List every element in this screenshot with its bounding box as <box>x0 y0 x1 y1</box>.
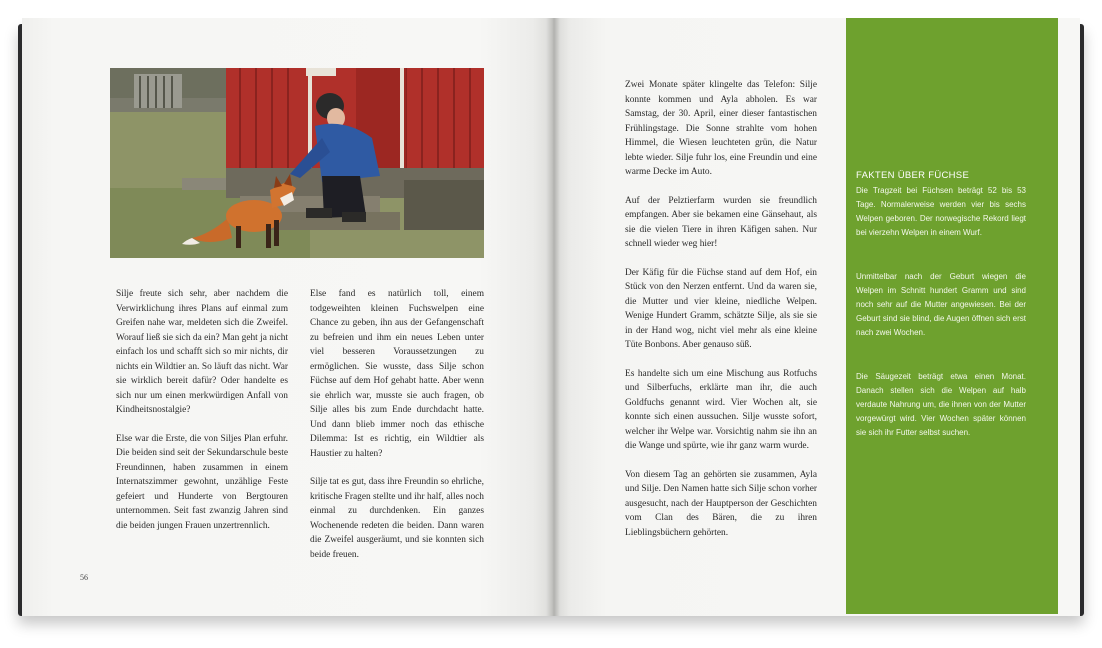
facts-paragraph: Unmittelbar nach der Geburt wiegen die Welpen im Schnitt hundert Gramm und sind noch sehr auf die Mutter angewiesen. Bei der Geburt sind sie blind, die Augen öffnen sich erst nach zwei Wochen. <box>856 272 1026 337</box>
fox-and-woman-photo <box>110 68 484 258</box>
paragraph: Von diesem Tag an gehörten sie zusammen, Ayla und Silje. Den Namen hatte sich Silje schon vorher ausgesucht, nach der Hauptperson der Geschichten vom Clan des Bären, die zu ihren Lieblingsbüchern gehörten. <box>625 469 817 538</box>
book-gutter <box>546 18 560 616</box>
paragraph: Silje freute sich sehr, aber nachdem die Verwirklichung ihres Plans auf einmal zum Greifen nahe war, meldeten sich die Zweifel. Worauf ließ sie sich da ein? Man geht ja nicht einfach los und schafft sich so mir nichts, dir nichts ein Wildtier an. So läuft das nicht. War sie wirklich bereit dafür? Oder handelte es sich nur um einen merkwürdigen Anfall von Kindheitsnostalgie? <box>116 289 288 415</box>
facts-paragraph: Die Säugezeit beträgt etwa einen Monat. Danach stellen sich die Welpen auf halb verdaute Nahrung um, die ihnen von der Mutter vorgewürgt wird. Vier Wochen später können sie sich ihr Futter selbst suchen. <box>856 372 1026 437</box>
paragraph: Else war die Erste, die von Siljes Plan erfuhr. Die beiden sind seit der Sekundarschule beste Freundinnen, haben zusammen in einem Internatszimmer gewohnt, unzählige Feste gefeiert und Hunderte von Bergtouren unternommen. Seit fast zwanzig Jahren sind die beiden jungen Frauen unzertrennlich. <box>116 433 288 531</box>
paragraph: Else fand es natürlich toll, einem todgeweihten kleinen Fuchswelpen eine Chance zu geben, ihn aus der Gefangenschaft zu befreien und ihm ein neues Leben unter viel besseren Voraussetzungen zu ermöglichen. Sie wusste, dass Silje schon Füchse auf dem Hof gehabt hatte. Aber wenn sie ehrlich war, musste sie auch fragen, ob Silje alles bis zum Ende durchdacht hatte. Und dann blieb immer noch das ethische Dilemma: Ist es richtig, ein Wildtier als Haustier zu halten? <box>310 289 484 459</box>
right-column-1 <box>625 78 817 554</box>
left-column-2 <box>310 287 484 576</box>
page-number: 56 <box>80 573 88 582</box>
paragraph: Silje tat es gut, dass ihre Freundin so ehrliche, kritische Fragen stellte und ihr half, alles noch einmal zu durchdenken. Ein ganzes Wochenende redeten die beiden. Dann waren die Zweifel ausgeräumt, und sie konnten sich beide freuen. <box>310 477 484 560</box>
paragraph: Es handelte sich um eine Mischung aus Rotfuchs und Silberfuchs, erklärte man ihr, die auch Goldfuchs genannt wird. Vier Wochen alt, sie konnte sich einen aussuchen. Silje wusste sofort, welcher ihr Welpe war. Vorsichtig nahm sie ihn an die Wange und spürte, wie ihr ganz warm wurde. <box>625 368 817 451</box>
facts-title: FAKTEN ÜBER FÜCHSE <box>856 170 970 181</box>
facts-paragraph: Die Tragzeit bei Füchsen beträgt 52 bis 53 Tage. Normalerweise werden vier bis sechs Welpen geboren. Der norwegische Rekord liegt bei vierzehn Welpen in einem Wurf. <box>856 186 1026 237</box>
paragraph: Auf der Pelztierfarm wurden sie freundlich empfangen. Aber sie bekamen eine Gänsehaut, als sie die vielen Tiere in ihren Käfigen sahen. Nur schnell wieder weg hier! <box>625 195 817 249</box>
left-column-1 <box>116 287 288 547</box>
paragraph: Der Käfig für die Füchse stand auf dem Hof, ein Stück von den Nerzen entfernt. Und da waren sie, die Mutter und vier kleine, niedliche Welpen. Wenige Hundert Gramm, schätzte Silje, als sie sie in der Hand wog, nicht viel mehr als eine kleine Tüte Bonbons. Aber genauso süß. <box>625 267 817 350</box>
paragraph: Zwei Monate später klingelte das Telefon: Silje konnte kommen und Ayla abholen. Es war Samstag, der 30. April, einer dieser fantastischen Frühlingstage. Die Sonne strahlte vom hohen Himmel, die Wiesen leuchteten grün, die Natur lebte wieder. Silje fuhr los, eine Freundin und eine warme Decke im Auto. <box>625 80 817 177</box>
